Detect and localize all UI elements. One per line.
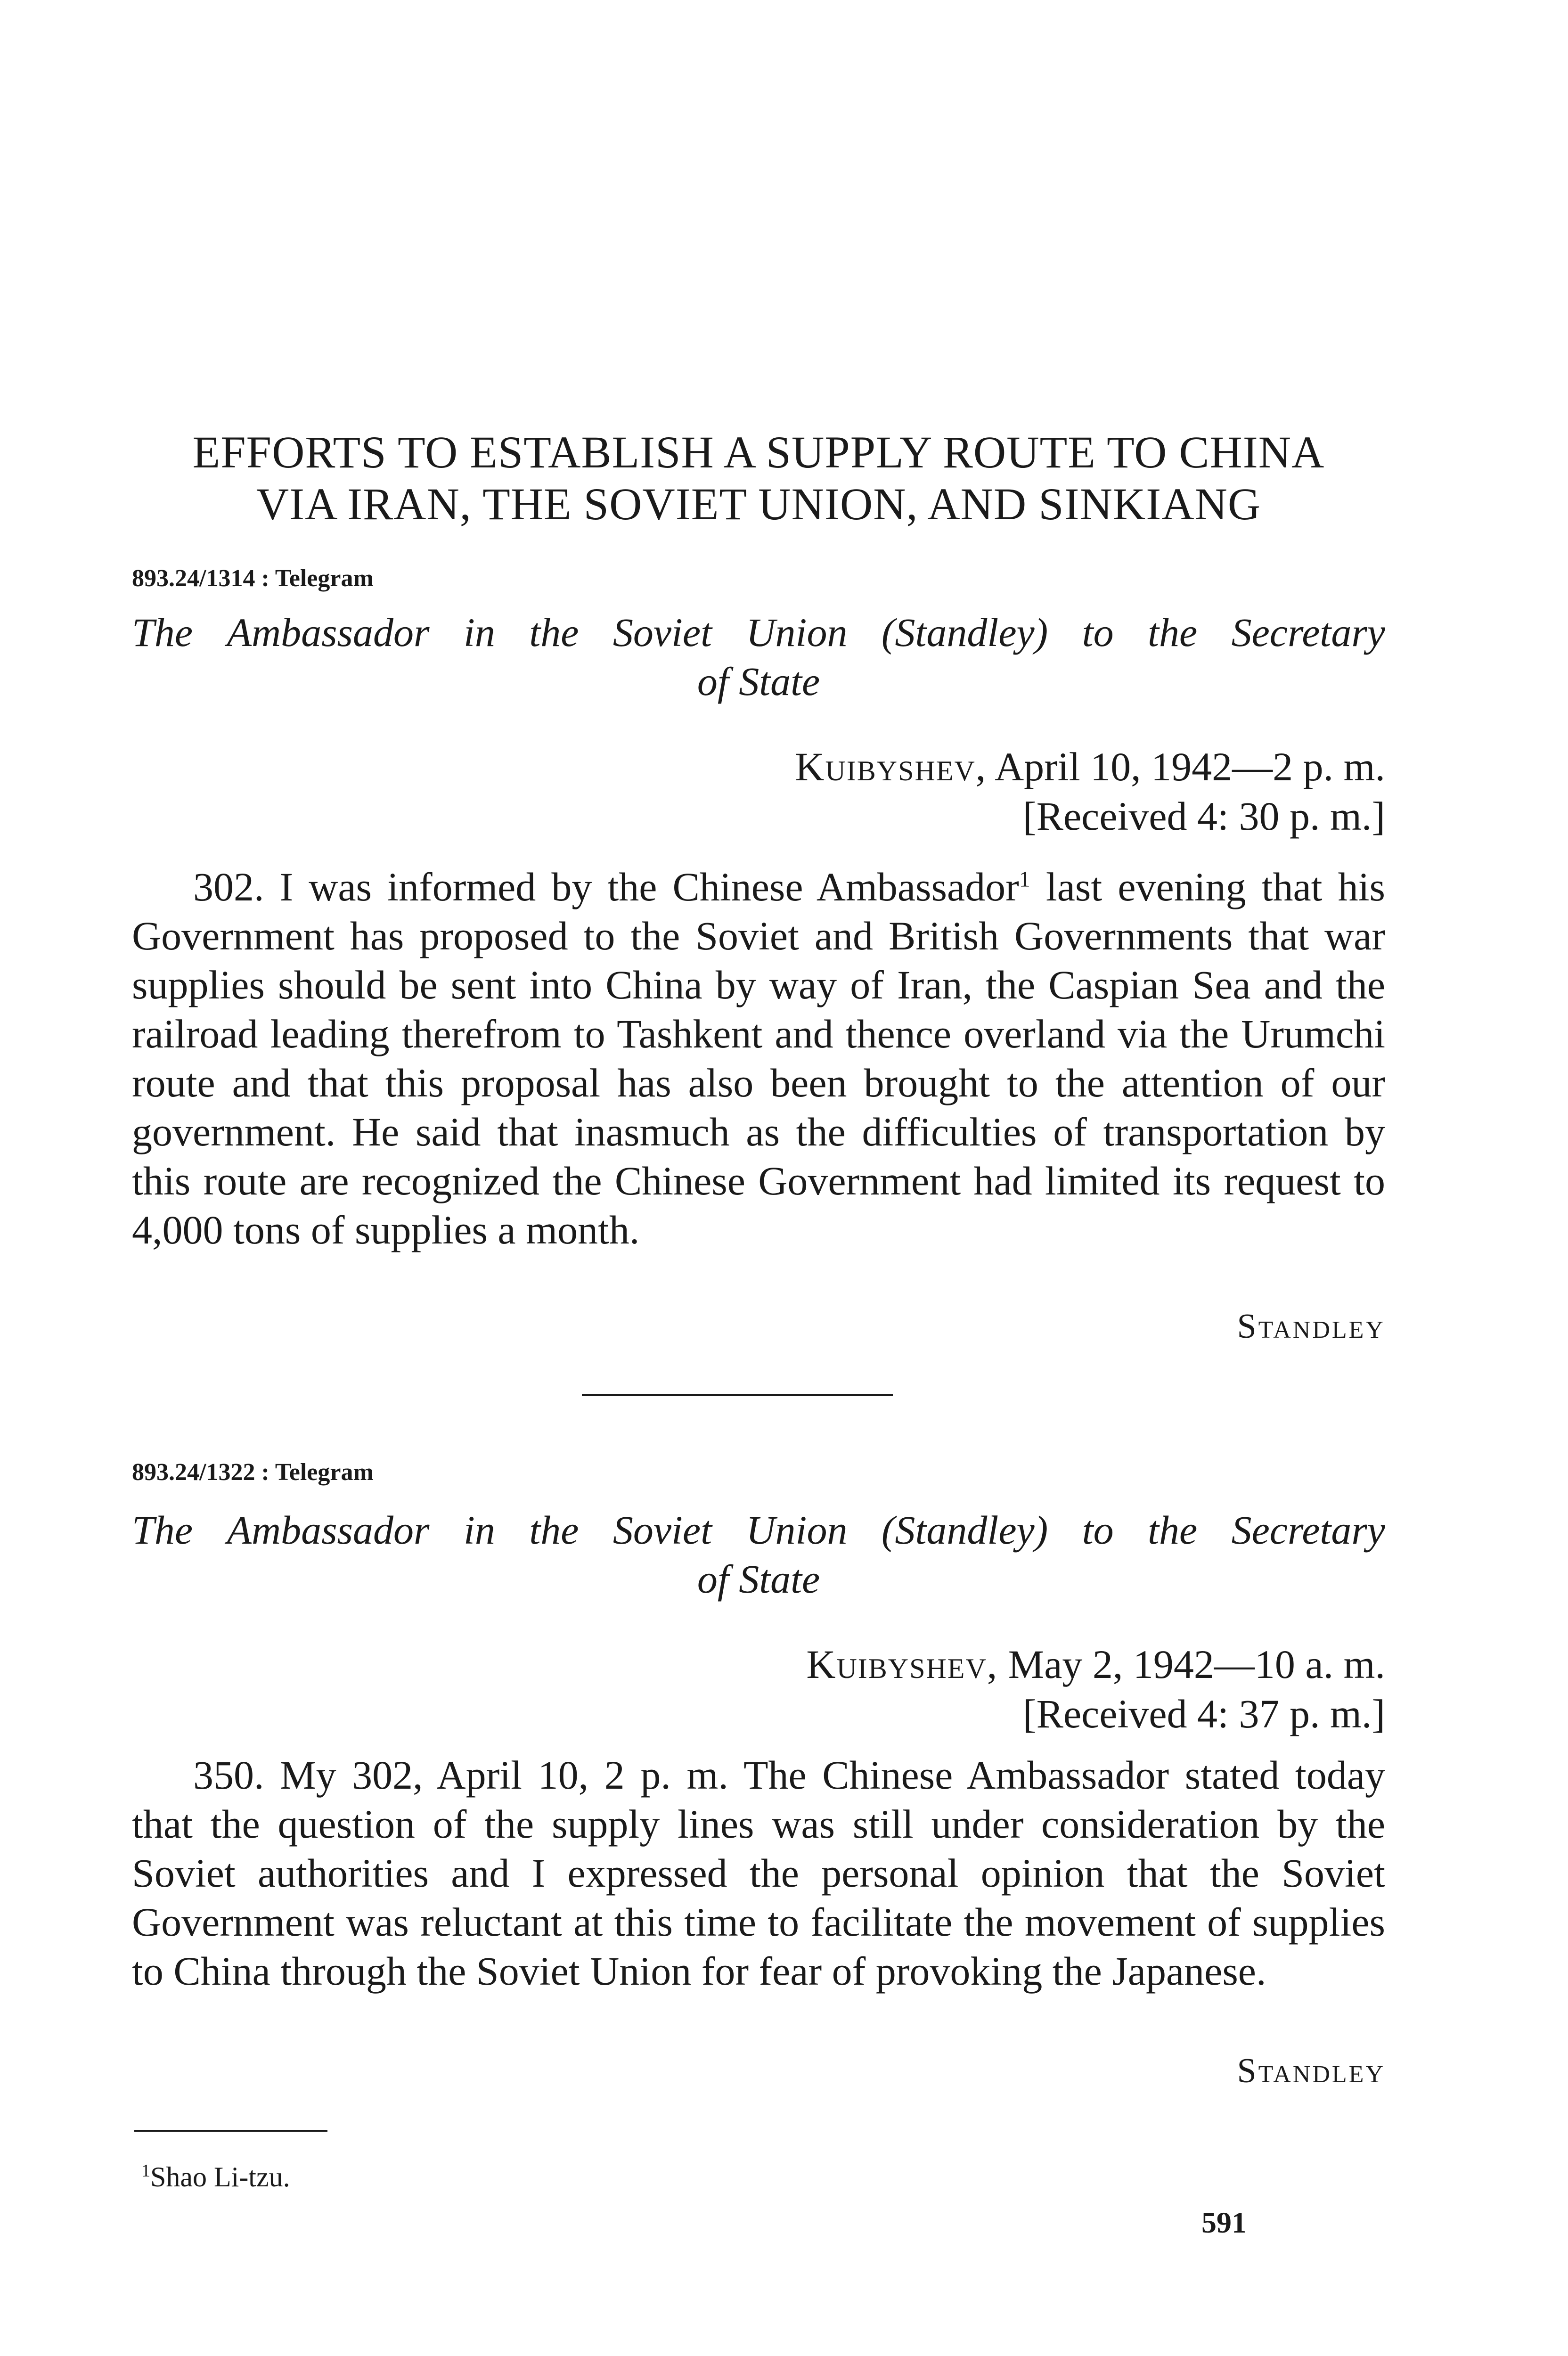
body-text-rest: last evening that his Government has proposed to the Soviet and British Governments that war supplies should be sent into China by way of Iran, the Caspian Sea and the railroad leading therefrom to Tashkent and thence overland via the Urumchi route and that this proposal has also been brought to the attention of our government. He said that inasmuch as the difficulties of transportation by this route are recognized the Chinese Government had limited its request to 4,000 tons of supplies a month. [132, 864, 1385, 1252]
footnote-text: Shao Li-tzu. [150, 2161, 290, 2192]
address-word: the [1148, 1507, 1198, 1553]
file-separator: : [255, 1459, 275, 1486]
chapter-heading-line-1: EFFORTS TO ESTABLISH A SUPPLY ROUTE TO CHINA [192, 427, 1325, 477]
address-word: Ambassador [227, 1507, 430, 1553]
document-addressline [132, 1505, 1385, 1603]
received-note: [Received 4: 30 p. m.] [1022, 794, 1385, 839]
address-line-2: of State [697, 1556, 820, 1602]
dateline [806, 1640, 1385, 1689]
signature: Standley [1237, 2052, 1385, 2090]
address-word: Secretary [1231, 610, 1385, 655]
address-word: in [463, 610, 495, 655]
address-word: Soviet [612, 610, 712, 655]
address-word: Secretary [1231, 1507, 1385, 1553]
footnote-divider [134, 2130, 327, 2132]
footnote-reference: 1 [1019, 867, 1030, 892]
file-reference [132, 1458, 374, 1487]
address-word: The [132, 610, 193, 655]
address-word: in [463, 1507, 495, 1553]
file-number: 893.24/1322 [132, 1459, 255, 1486]
dateline-date: May 2, 1942—10 a. m. [1008, 1642, 1385, 1687]
address-word: the [529, 1507, 579, 1553]
address-word: Union [746, 610, 848, 655]
section-divider [582, 1394, 893, 1396]
address-word: Soviet [612, 1507, 712, 1553]
dateline-place: Kuibyshev, [795, 744, 987, 789]
file-reference [132, 564, 374, 593]
address-word: Union [746, 1507, 848, 1553]
address-word: The [132, 1507, 193, 1553]
address-word: (Standley) [881, 610, 1048, 655]
document-addressline [132, 608, 1385, 706]
page-number: 591 [1201, 2206, 1247, 2239]
chapter-heading [132, 426, 1385, 530]
file-separator: : [255, 565, 275, 592]
dateline [795, 742, 1385, 791]
address-word: the [1148, 610, 1198, 655]
file-type: Telegram [275, 565, 374, 592]
received-note: [Received 4: 37 p. m.] [1022, 1691, 1385, 1736]
file-number: 893.24/1314 [132, 565, 255, 592]
footnote-marker: 1 [141, 2161, 150, 2181]
address-word: to [1082, 1507, 1114, 1553]
chapter-heading-line-2: VIA IRAN, THE SOVIET UNION, AND SINKIANG [256, 479, 1261, 529]
address-word: to [1082, 610, 1114, 655]
address-word: (Standley) [881, 1507, 1048, 1553]
footnote [141, 2160, 290, 2193]
address-line-2: of State [697, 659, 820, 704]
telegram-body: 350. My 302, April 10, 2 p. m. The Chinese Ambassador stated today that the question of the supply lines was still under consideration by the Soviet authorities and I expressed the personal opinion that the Soviet Government was reluctant at this time to facilitate the movement of supplies to China through the Soviet Union for fear of provoking the Japanese. [132, 1752, 1385, 1994]
file-type: Telegram [275, 1459, 374, 1486]
telegram-body [132, 862, 1385, 1254]
address-word: Ambassador [227, 610, 430, 655]
dateline-place: Kuibyshev, [806, 1642, 998, 1687]
signature: Standley [1237, 1307, 1385, 1346]
address-word: the [529, 610, 579, 655]
dateline-date: April 10, 1942—2 p. m. [995, 744, 1385, 789]
body-text-start: 302. I was informed by the Chinese Ambassador [193, 864, 1019, 909]
